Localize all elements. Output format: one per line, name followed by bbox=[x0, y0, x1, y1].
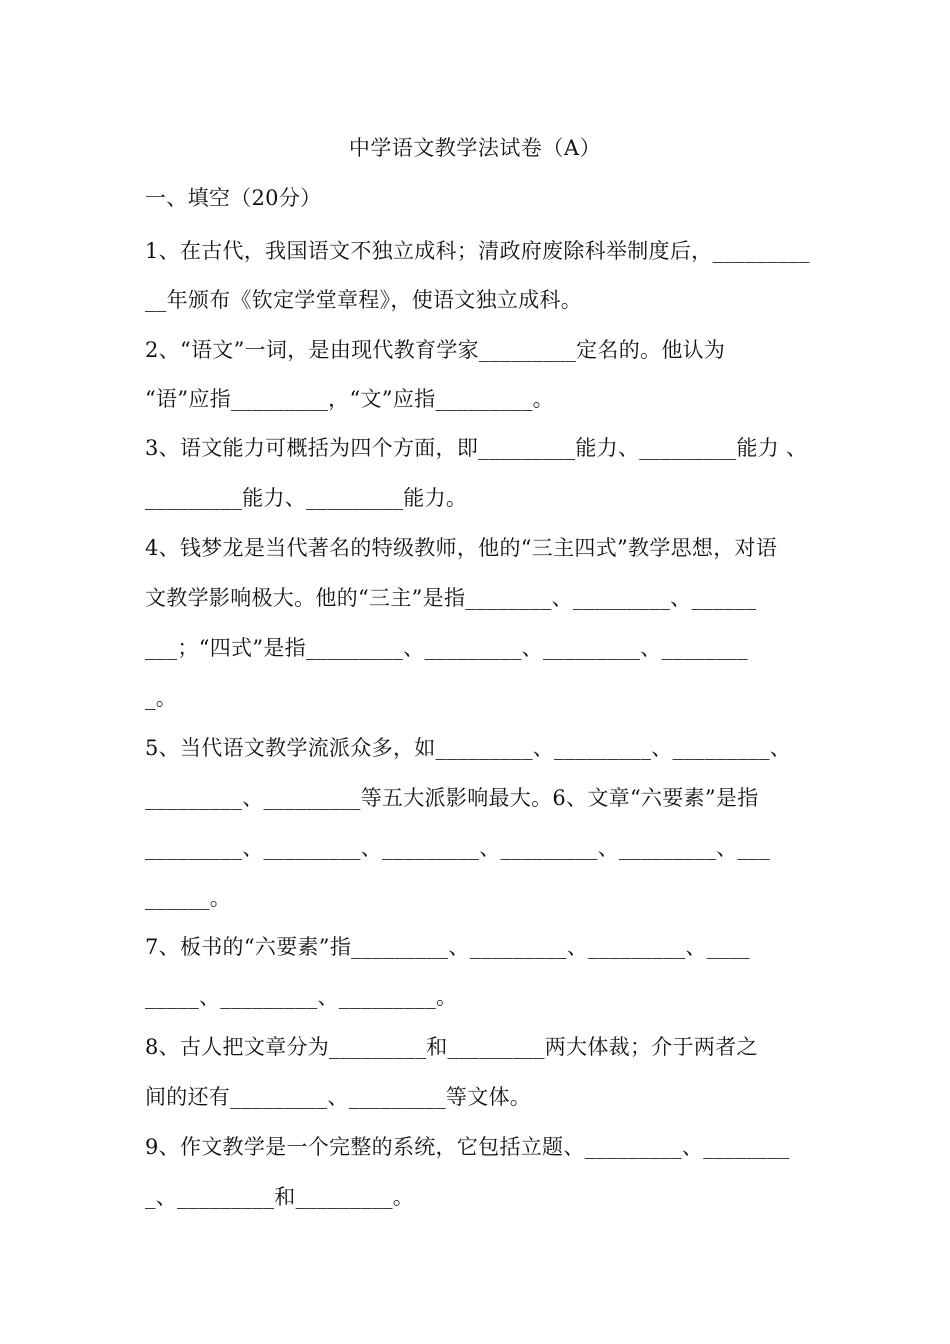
question-line: 间的还有_________、_________等文体。 bbox=[145, 1085, 532, 1109]
question-line: ___；“四式”是指_________、_________、_________、________ bbox=[145, 636, 748, 660]
question-line: __年颁布《钦定学堂章程》，使语文独立成科。 bbox=[145, 288, 583, 312]
question-line: 5、当代语文教学流派众多，如_________、_________、_________、 bbox=[145, 736, 792, 760]
question-line: 9、作文教学是一个完整的系统，它包括立题、_________、________ bbox=[145, 1135, 790, 1159]
question-line: _____、_________、_________。 bbox=[145, 985, 458, 1009]
question-line: 1、在古代，我国语文不独立成科；清政府废除科举制度后，_________ bbox=[145, 239, 810, 263]
question-line: _。 bbox=[145, 686, 178, 710]
question-line: _________、_________等五大派影响最大。6、文章“六要素”是指 bbox=[145, 786, 759, 810]
question-line: ______。 bbox=[145, 886, 232, 910]
question-line: 7、板书的“六要素”指_________、_________、_________、____ bbox=[145, 935, 750, 959]
question-line: _________能力、_________能力。 bbox=[145, 486, 468, 510]
question-line: 文教学影响极大。他的“三主”是指________、_________、______ bbox=[145, 586, 757, 610]
question-line: _、_________和_________。 bbox=[145, 1185, 415, 1209]
exam-title: 中学语文教学法试卷（A） bbox=[348, 136, 602, 160]
question-line: 3、语文能力可概括为四个方面，即_________能力、_________能力 、 bbox=[145, 436, 808, 460]
section-heading: 一、填空（20分） bbox=[145, 186, 322, 210]
question-line: 4、钱梦龙是当代著名的特级教师，他的“三主四式”教学思想，对语 bbox=[145, 536, 778, 560]
question-line: 2、“语文”一词，是由现代教育学家_________定名的。他认为 bbox=[145, 338, 726, 362]
question-line: 8、古人把文章分为_________和_________两大体裁；介于两者之 bbox=[145, 1035, 758, 1059]
question-line: _________、_________、_________、_________、_________、___ bbox=[145, 836, 770, 860]
question-line: “语”应指_________，“文”应指_________。 bbox=[145, 387, 554, 411]
